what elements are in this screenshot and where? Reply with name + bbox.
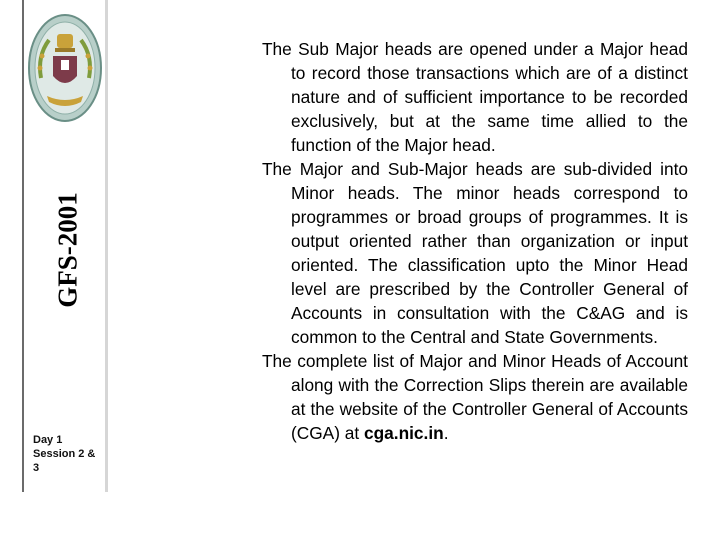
paragraph-minor-heads: The Major and Sub-Major heads are sub-divided into Minor heads. The minor heads correspond to programmes or broad groups of programmes. It is output oriented rather than organization or input oriented. The classification upto the Minor Head level are prescribed by the Controller General of Accounts in consultation with the C&AG and is common to the Central and State Governments. [262, 159, 688, 347]
sidebar [22, 0, 108, 492]
website-link[interactable]: cga.nic.in [363, 423, 444, 443]
document-title-vertical: GFS-2001 [52, 192, 83, 308]
paragraph-complete-list [262, 349, 688, 445]
main-content [262, 37, 688, 445]
session-line: Session 2 & [33, 448, 96, 460]
government-seal-icon [27, 12, 103, 124]
session-line: Day 1 [33, 434, 63, 446]
session-line: 3 [33, 462, 40, 474]
paragraph-sub-major-heads: The Sub Major heads are opened under a Major head to record those transactions which are of a distinct nature and of sufficient importance to be recorded exclusively, but at the same time allied to the function of the Major head. [262, 39, 688, 155]
paragraph-complete-list-text: The complete list of Major and Minor Heads of Account along with the Correction Slips therein are available at the website of the Controller General of Accounts (CGA) at [262, 351, 688, 443]
session-label [33, 433, 105, 475]
website-suffix: . [443, 423, 449, 443]
